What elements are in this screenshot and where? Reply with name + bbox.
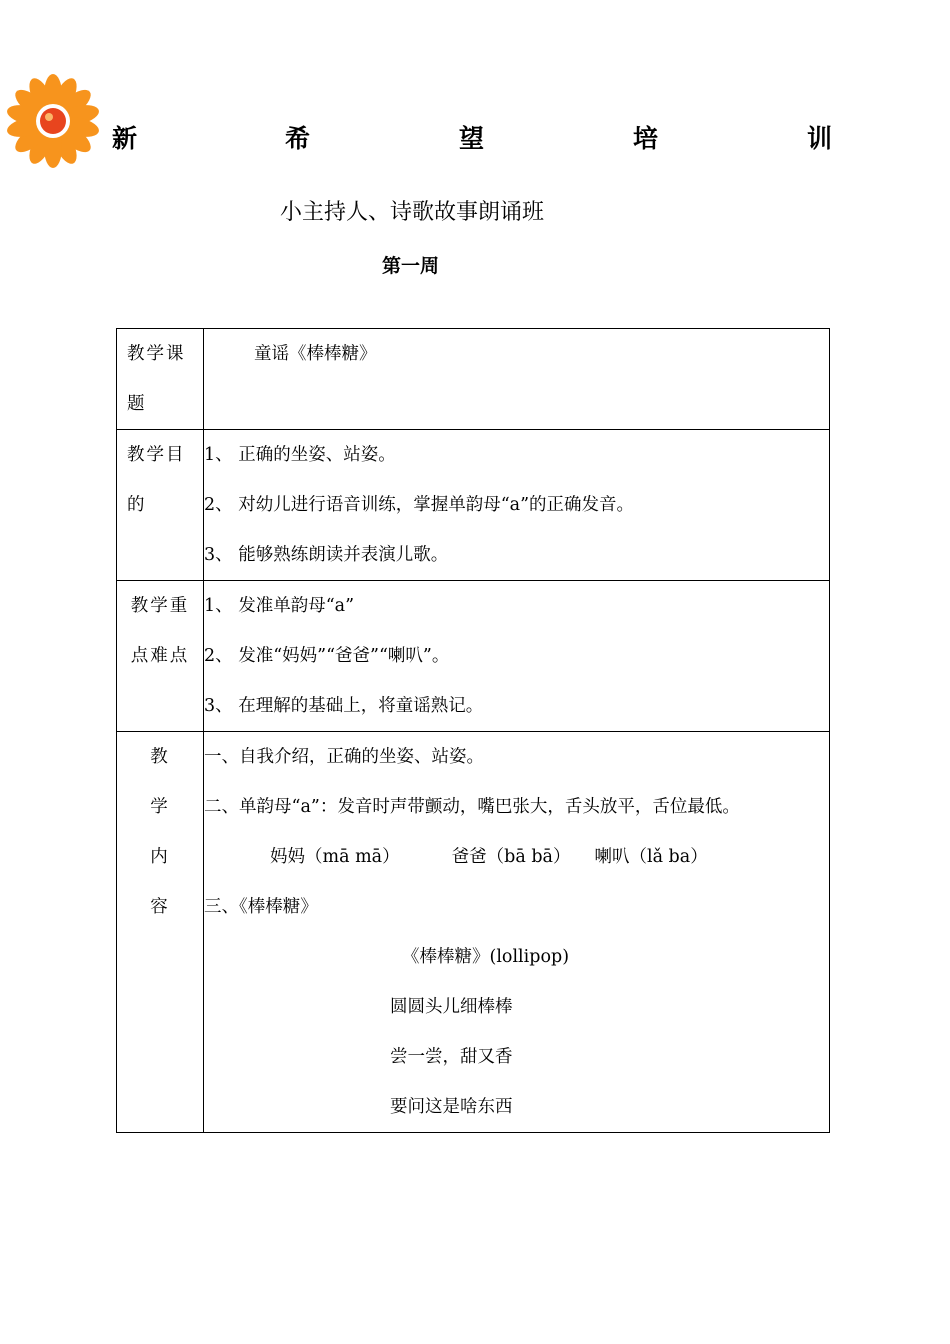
content-label-char: 学 — [150, 797, 170, 817]
content-label-char: 内 — [150, 847, 170, 867]
poem-title: 《棒棒糖》(lollipop) — [402, 947, 570, 967]
key-points-label-line2: 点难点 — [130, 646, 190, 666]
table-row-content — [117, 732, 830, 1133]
table-row-topic — [117, 329, 830, 430]
goal-item: 2、 对幼儿进行语音训练，掌握单韵母“a”的正确发音。 — [204, 495, 635, 515]
lesson-plan-table — [116, 328, 830, 1133]
pinyin-example: 爸爸（bā bā） — [451, 847, 571, 867]
goal-item: 3、 能够熟练朗读并表演儿歌。 — [204, 545, 449, 565]
key-points-label — [117, 581, 204, 732]
goals-label-line1: 教学目 — [127, 445, 186, 465]
table-row-key-points — [117, 581, 830, 732]
key-point-item: 1、 发准单韵母“a” — [204, 596, 355, 616]
pinyin-examples — [204, 832, 829, 882]
poem-line: 圆圆头儿细棒棒 — [390, 997, 513, 1017]
content-label — [117, 732, 204, 1133]
pinyin-example: 妈妈（mā mā） — [270, 847, 400, 867]
poem-line: 要问这是啥东西 — [390, 1097, 513, 1117]
week-label: 第一周 — [382, 255, 440, 277]
content-section3: 三、《棒棒糖》 — [204, 897, 318, 917]
brand-name — [112, 121, 834, 157]
goals-label — [117, 430, 204, 581]
content-intro: 一、自我介绍，正确的坐姿、站姿。 — [204, 747, 484, 767]
topic-label-line2: 题 — [127, 394, 147, 414]
topic-label-line1: 教学课 — [127, 344, 186, 364]
table-row-goals — [117, 430, 830, 581]
content-label-char: 容 — [150, 897, 170, 917]
sun-flower-logo-icon — [4, 72, 102, 170]
poem-line: 尝一尝，甜又香 — [390, 1047, 513, 1067]
content-vowel: 二、单韵母“a”：发音时声带颤动，嘴巴张大，舌头放平，舌位最低。 — [204, 797, 740, 817]
key-point-item: 2、 发准“妈妈”“爸爸”“喇叭”。 — [204, 646, 450, 666]
key-points-cell — [204, 581, 830, 732]
brand-char: 新 — [112, 124, 138, 153]
class-title: 小主持人、诗歌故事朗诵班 — [280, 200, 545, 225]
pinyin-example: 喇叭（lǎ ba） — [594, 847, 708, 867]
topic-value: 童谣《棒棒糖》 — [254, 344, 377, 364]
key-points-label-line1: 教学重 — [130, 596, 190, 616]
key-point-item: 3、 在理解的基础上，将童谣熟记。 — [204, 696, 484, 716]
brand-char: 训 — [807, 124, 833, 153]
topic-label — [117, 329, 204, 430]
topic-value-cell — [204, 329, 830, 430]
brand-char: 培 — [633, 124, 659, 153]
goal-item: 1、 正确的坐姿、站姿。 — [204, 445, 396, 465]
goals-cell — [204, 430, 830, 581]
goals-label-line2: 的 — [127, 495, 147, 515]
brand-char: 望 — [459, 124, 485, 153]
content-cell — [204, 732, 830, 1133]
content-label-char: 教 — [150, 747, 170, 767]
brand-char: 希 — [285, 124, 311, 153]
